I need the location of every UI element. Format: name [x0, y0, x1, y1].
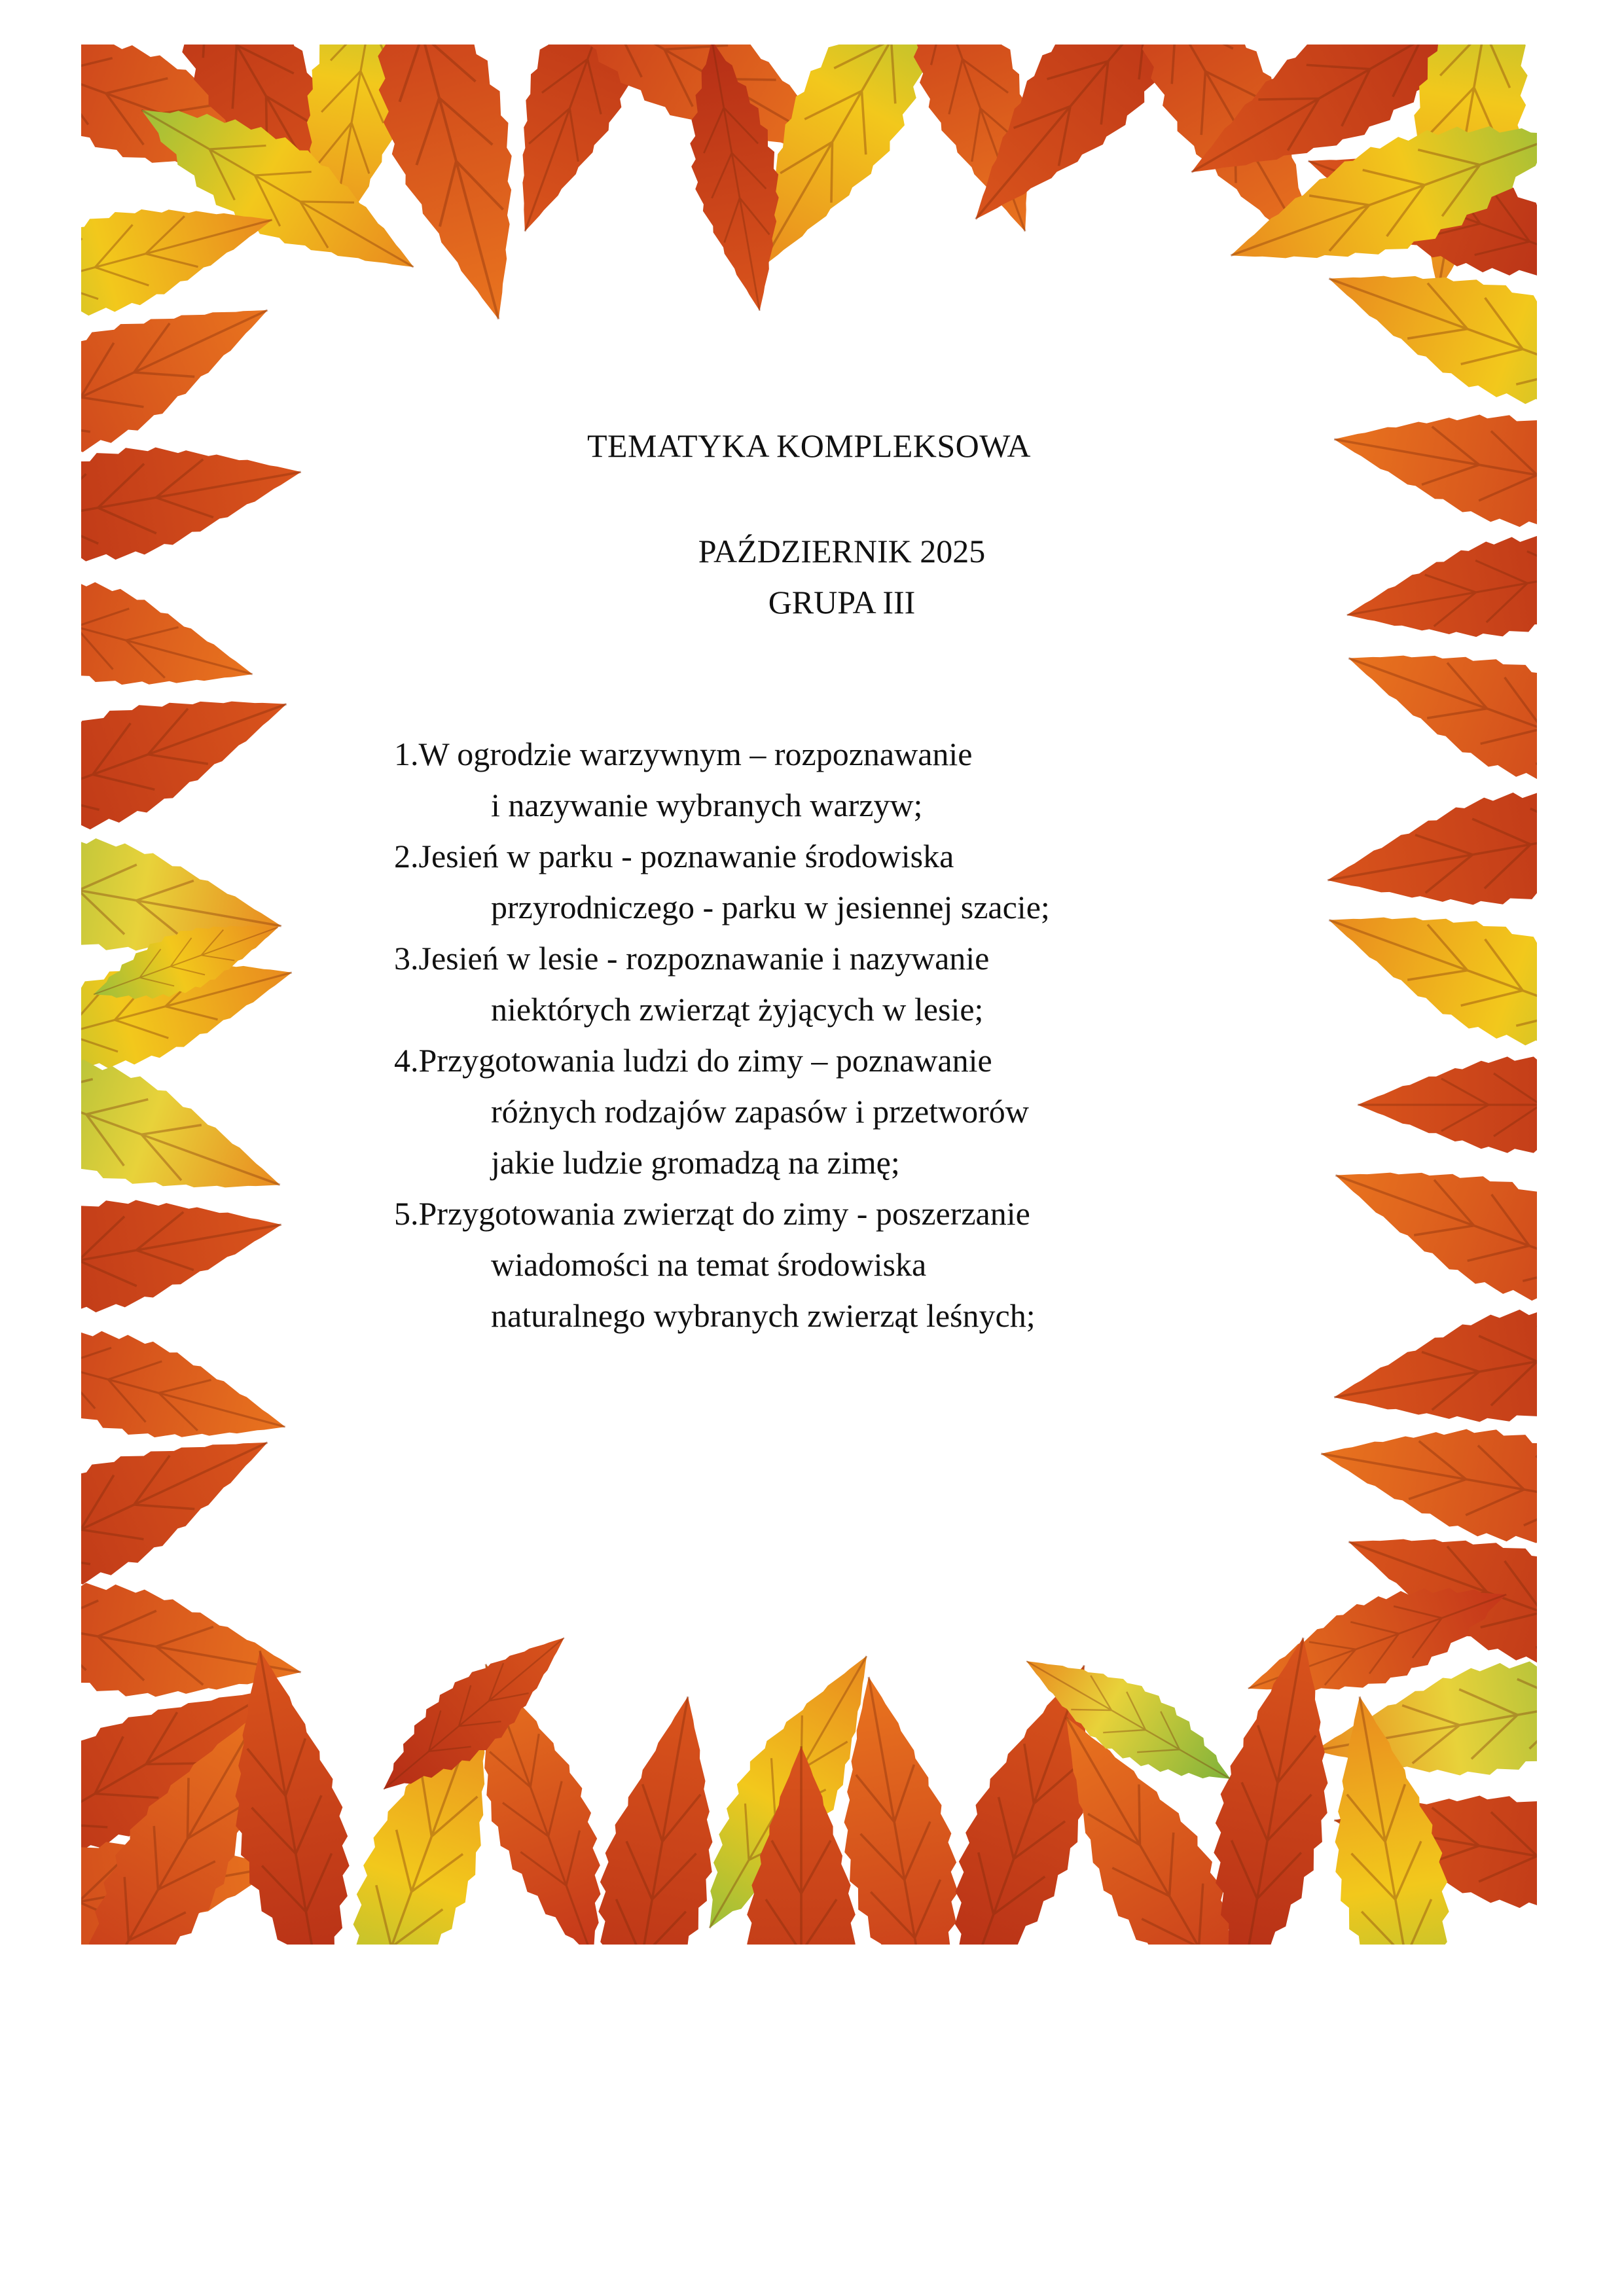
topic-continuation-line: przyrodniczego - parku w jesiennej szacie; [491, 889, 1050, 925]
topic-item [394, 1188, 1245, 1341]
topic-item [394, 1035, 1245, 1188]
topic-heading-line: 4.Przygotowania ludzi do zimy – poznawanie [394, 1042, 992, 1079]
topic-item [394, 831, 1245, 933]
date-group-block [81, 526, 1537, 628]
topic-item [394, 728, 1245, 831]
group-label: GRUPA III [768, 584, 916, 620]
topic-continuation-line: wiadomości na temat środowiska [491, 1246, 927, 1283]
topic-item [394, 933, 1245, 1035]
page-title: TEMATYKA KOMPLEKSOWA [586, 427, 1032, 464]
topic-heading-line: 5.Przygotowania zwierząt do zimy - poszerzanie [394, 1195, 1030, 1232]
month-label: PAŹDZIERNIK 2025 [698, 533, 986, 569]
autumn-leaves-frame [81, 45, 1537, 1945]
topic-heading-line: 1.W ogrodzie warzywnym – rozpoznawanie [394, 736, 973, 772]
topic-continuation-line: niektórych zwierząt żyjących w lesie; [491, 991, 984, 1028]
topic-continuation-line: różnych rodzajów zapasów i przetworów [491, 1093, 1029, 1130]
topic-continuation-line: i nazywanie wybranych warzyw; [491, 787, 923, 823]
topic-continuation-line: naturalnego wybranych zwierząt leśnych; [491, 1297, 1036, 1334]
topic-continuation-line: jakie ludzie gromadzą na zimę; [491, 1144, 900, 1181]
topic-heading-line: 2.Jesień w parku - poznawanie środowiska [394, 838, 954, 874]
topic-heading-line: 3.Jesień w lesie - rozpoznawanie i nazywanie [394, 940, 990, 977]
topic-list [394, 728, 1245, 1341]
document-content [81, 45, 1537, 1945]
